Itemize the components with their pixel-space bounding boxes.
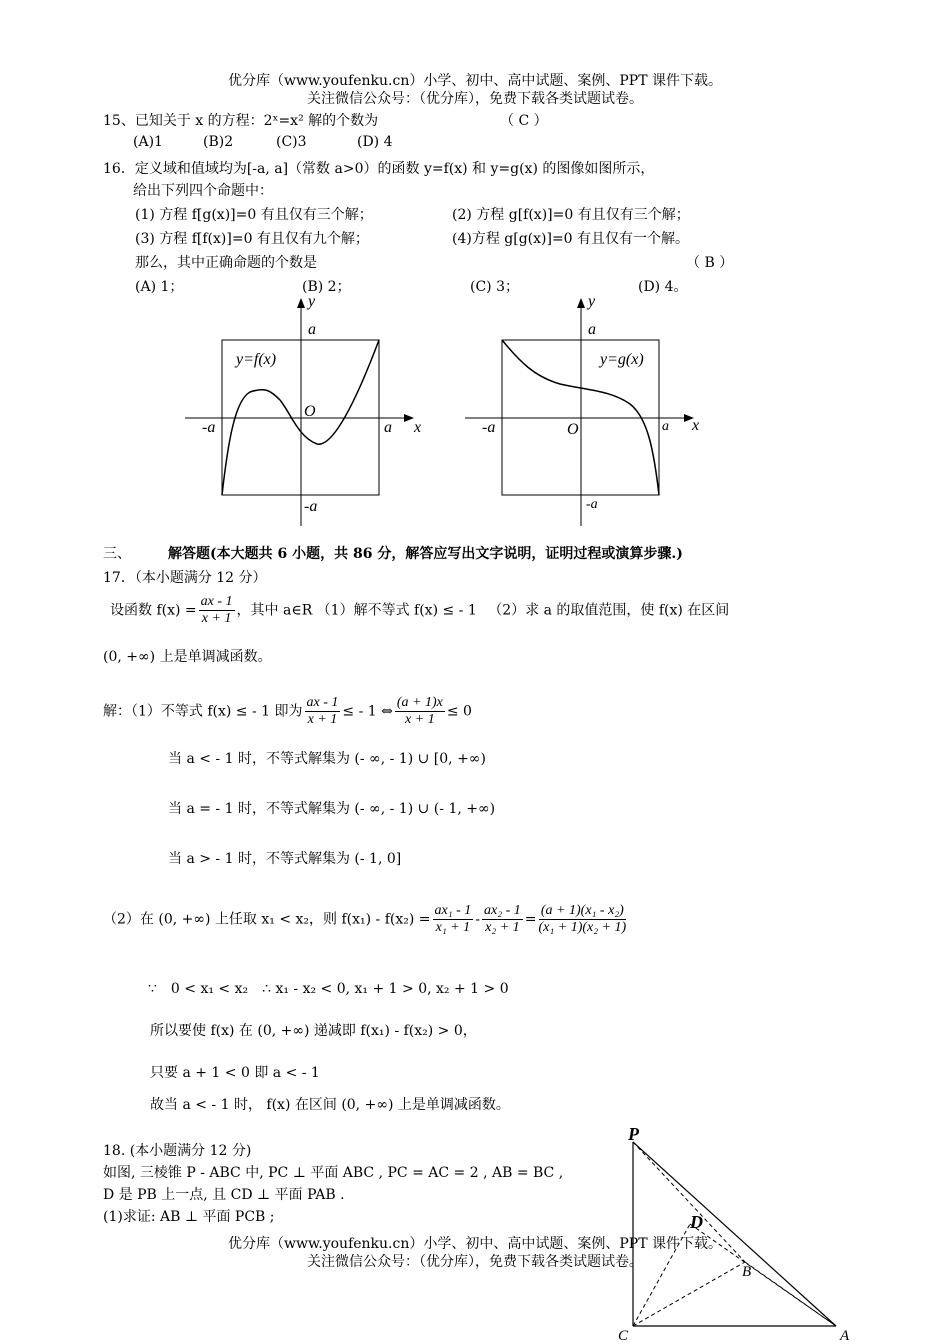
graph-g-y-arrow: [577, 298, 585, 308]
q17-sol-mid: ≤ - 1 ⇔: [342, 703, 393, 720]
header-line-2: 关注微信公众号：（优分库），免费下载各类试题试卷。: [307, 91, 643, 107]
graph-g-origin: O: [567, 421, 579, 438]
q16-proposition-1: (1) 方程 f[g(x)]=0 有且仅有三个解；: [135, 207, 373, 223]
graph-g-neg-a-y: -a: [586, 497, 598, 512]
q17-sol-frac-2-num: (a + 1)x: [396, 695, 443, 710]
q15-option-b: (B)2: [203, 134, 234, 150]
q17-statement-c: (0, +∞) 上是单调减函数。: [103, 649, 272, 665]
graph-g-neg-a-x: -a: [482, 419, 496, 436]
q17-p2-frac-3-num: (a + 1)(x₁ - x₂): [539, 903, 627, 920]
q17-sol-end: ≤ 0: [446, 703, 472, 720]
section3-title: 解答题(本大题共 6 小题，共 86 分，解答应写出文字说明，证明过程或演算步骤.): [168, 546, 683, 562]
q17-p2-frac-2-den: x₂ + 1: [485, 920, 520, 935]
q17-only: 只要 a + 1 < 0 即 a < - 1: [150, 1065, 320, 1081]
q17-part-2: [103, 903, 628, 936]
q17-sol-frac-1: [305, 695, 341, 728]
graph-g-y-label: y: [588, 293, 596, 310]
q15-answer: （ C ）: [500, 113, 548, 129]
graph-f: [180, 292, 430, 532]
q17-p2-frac-1-den: x₁ + 1: [435, 920, 471, 935]
q17-thus: 故当 a < - 1 时， f(x) 在区间 (0, +∞) 上是单调减函数。: [150, 1097, 510, 1113]
graph-f-y-arrow: [297, 298, 305, 308]
graph-f-neg-a-y: -a: [304, 498, 318, 515]
graph-g-x-label: x: [692, 417, 700, 434]
q17-sol-frac-1-num: ax - 1: [306, 695, 339, 710]
q16-ask: 那么，其中正确命题的个数是: [135, 255, 317, 271]
q17-sol-frac-2: [395, 695, 445, 728]
graph-f-x-arrow: [404, 414, 414, 422]
q15-option-a: (A)1: [133, 134, 163, 150]
graph-g-label: y=g(x): [600, 351, 644, 368]
q17-statement-b: ，其中 a∈R （1）解不等式 f(x) ≤ - 1 （2）求 a 的取值范围，使 f(x) 在区间: [236, 602, 730, 619]
q17-case-2: 当 a = - 1 时，不等式解集为 (- ∞, - 1) ∪ (- 1, +∞): [168, 801, 496, 817]
q17-sol-frac-1-den: x + 1: [307, 712, 338, 727]
q17-p2-frac-3-den: (x₁ + 1)(x₂ + 1): [538, 920, 627, 935]
q17-sol-frac-2-den: x + 1: [405, 712, 435, 727]
q16-option-c: (C) 3；: [470, 279, 519, 295]
q17-fraction-den: x + 1: [201, 611, 232, 626]
graph-f-pos-a-x: a: [384, 419, 392, 436]
q18-line-3: (1)求证: AB ⊥ 平面 PCB ;: [103, 1209, 275, 1225]
q17-statement-a: 设函数 f(x) =: [110, 602, 197, 619]
q15-option-d: (D) 4: [357, 134, 393, 150]
q16-proposition-2: (2) 方程 g[f(x)]=0 有且仅有三个解；: [452, 207, 690, 223]
section3-number: 三、: [103, 546, 131, 562]
q17-p2-frac-2: [482, 903, 523, 936]
q18-line-2: D 是 PB 上一点, 且 CD ⊥ 平面 PAB .: [103, 1187, 345, 1203]
label-b: B: [742, 1264, 752, 1280]
q17-solution-1: [103, 695, 472, 728]
q17-p2-frac-1-num: ax₁ - 1: [434, 903, 472, 918]
q18-line-1: 如图, 三棱锥 P - ABC 中, PC ⊥ 平面 ABC , PC = AC = 2 , AB = BC ,: [103, 1165, 564, 1181]
q15-stem: 15、已知关于 x 的方程：2ˣ=x² 解的个数为: [103, 113, 379, 129]
q16-proposition-3: (3) 方程 f[f(x)]=0 有且仅有九个解；: [135, 231, 369, 247]
header-line-1: 优分库（www.youfenku.cn）小学、初中、高中试题、案例、PPT 课件下载。: [227, 73, 722, 89]
graph-g: [460, 292, 710, 532]
q17-p2-a: （2）在 (0, +∞) 上任取 x₁ < x₂，则 f(x₁) - f(x₂) =: [103, 911, 431, 928]
q16-line-1: 16．定义域和值域均为[-a, a]（常数 a>0）的函数 y=f(x) 和 y=g(x) 的图像如图所示，: [103, 161, 655, 177]
graph-g-a-top: a: [588, 321, 596, 338]
q16-option-a: (A) 1；: [135, 279, 184, 295]
q15-option-c: (C)3: [276, 134, 307, 150]
q17-p2-frac-2-num: ax₂ - 1: [484, 903, 521, 918]
q16-answer: （ B ）: [686, 255, 734, 271]
q17-because: ∵ 0 < x₁ < x₂ ∴ x₁ - x₂ < 0, x₁ + 1 > 0, x₂ + 1 > 0: [148, 981, 509, 997]
graph-f-origin: O: [304, 403, 316, 420]
edge-cb: [633, 1262, 745, 1326]
q17-p2-eq: =: [524, 911, 537, 928]
q17-statement: [110, 594, 729, 627]
q17-head: 17．（本小题满分 12 分）: [103, 570, 267, 586]
label-d: D: [690, 1212, 703, 1232]
q17-case-3: 当 a > - 1 时，不等式解集为 (- 1, 0]: [168, 851, 402, 867]
q17-fraction-num: ax - 1: [200, 594, 233, 609]
q17-so: 所以要使 f(x) 在 (0, +∞) 递减即 f(x₁) - f(x₂) > 0，: [150, 1023, 477, 1039]
graph-f-neg-a-x: -a: [202, 419, 216, 436]
q17-fraction: [199, 594, 235, 627]
q17-sol-a: 解：（1）不等式 f(x) ≤ - 1 即为: [103, 703, 303, 720]
q17-p2-frac-3: [539, 903, 627, 936]
graph-f-y-label: y: [308, 293, 316, 310]
q17-case-1: 当 a < - 1 时，不等式解集为 (- ∞, - 1) ∪ [0, +∞): [168, 751, 486, 767]
graph-g-pos-a-x: a: [662, 419, 669, 434]
footer-line-2: 关注微信公众号：（优分库），免费下载各类试题试卷。: [307, 1254, 643, 1270]
q17-p2-frac-1: [433, 903, 474, 936]
q16-option-d: (D) 4。: [638, 279, 688, 295]
graph-f-x-label: x: [414, 419, 422, 436]
graph-f-a-top: a: [308, 321, 316, 338]
q16-line-2: 给出下列四个命题中：: [133, 183, 273, 199]
label-p: P: [628, 1124, 639, 1144]
footer-line-1: 优分库（www.youfenku.cn）小学、初中、高中试题、案例、PPT 课件下载。: [227, 1236, 722, 1252]
q18-head: 18. (本小题满分 12 分): [103, 1143, 252, 1159]
graph-f-label: y=f(x): [236, 351, 277, 368]
q17-p2-minus: -: [475, 911, 481, 928]
label-c: C: [618, 1328, 629, 1344]
q16-proposition-4: (4)方程 g[g(x)]=0 有且仅有一个解。: [452, 231, 690, 247]
q16-option-b: (B) 2；: [302, 279, 351, 295]
label-a: A: [840, 1328, 850, 1344]
